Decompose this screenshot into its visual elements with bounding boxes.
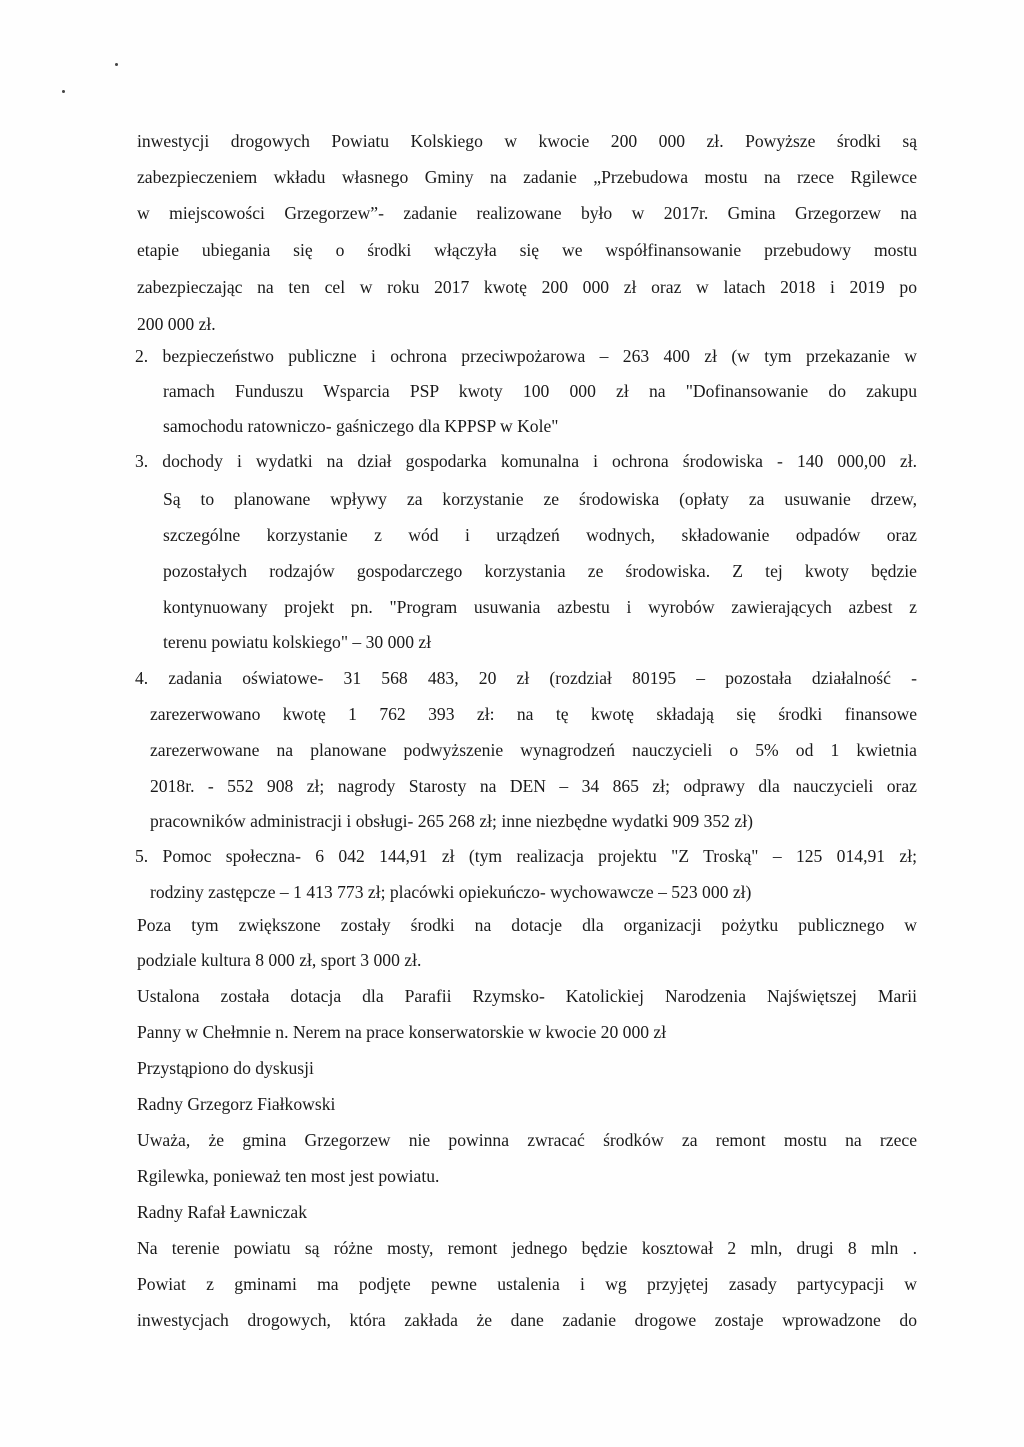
text-line: Ustalona została dotacja dla Parafii Rzymsko- Katolickiej Narodzenia Najświętszej Marii <box>137 986 917 1006</box>
list-item-2: 2. bezpieczeństwo publiczne i ochrona przeciwpożarowa – 263 400 zł (w tym przekazanie w <box>135 346 917 366</box>
list-item-5: 5. Pomoc społeczna- 6 042 144,91 zł (tym realizacja projektu "Z Troską" – 125 014,91 zł; <box>135 846 917 866</box>
text-line: etapie ubiegania się o środki włączyła się we współfinansowanie przebudowy mostu <box>137 240 917 260</box>
text-line: w miejscowości Grzegorzew”- zadanie realizowane było w 2017r. Gmina Grzegorzew na <box>137 203 917 223</box>
text-line: kontynuowany projekt pn. "Program usuwania azbestu i wyrobów zawierających azbest z <box>163 597 917 617</box>
text-line: inwestycjach drogowych, która zakłada że dane zadanie drogowe zostaje wprowadzone do <box>137 1310 917 1330</box>
text-line: Przystąpiono do dyskusji <box>137 1058 314 1078</box>
text-line: zarezerwowano kwotę 1 762 393 zł: na tę kwotę składają się środki finansowe <box>150 704 917 724</box>
text-line: 200 000 zł. <box>137 314 216 334</box>
text-line: Poza tym zwiększone zostały środki na dotacje dla organizacji pożytku publicznego w <box>137 915 917 935</box>
text-line: Na terenie powiatu są różne mosty, remont jednego będzie kosztował 2 mln, drugi 8 mln . <box>137 1238 917 1258</box>
text-line: Powiat z gminami ma podjęte pewne ustalenia i wg przyjętej zasady partycypacji w <box>137 1274 917 1294</box>
text-line: terenu powiatu kolskiego" – 30 000 zł <box>163 632 432 652</box>
text-line: pozostałych rodzajów gospodarczego korzystania ze środowiska. Z tej kwoty będzie <box>163 561 917 581</box>
text-line: ramach Funduszu Wsparcia PSP kwoty 100 000 zł na "Dofinansowanie do zakupu <box>163 381 917 401</box>
text-line: Rgilewka, ponieważ ten most jest powiatu. <box>137 1166 440 1186</box>
list-item-3: 3. dochody i wydatki na dział gospodarka komunalna i ochrona środowiska - 140 000,00 zł. <box>135 451 917 471</box>
text-line: podziale kultura 8 000 zł, sport 3 000 zł. <box>137 950 422 970</box>
text-line: zabezpieczeniem wkładu własnego Gminy na zadanie „Przebudowa mostu na rzece Rgilewce <box>137 167 917 187</box>
text-line: pracowników administracji i obsługi- 265 268 zł; inne niezbędne wydatki 909 352 zł) <box>150 811 753 831</box>
text-line: Uważa, że gmina Grzegorzew nie powinna zwracać środków za remont mostu na rzece <box>137 1130 917 1150</box>
text-line: samochodu ratowniczo- gaśniczego dla KPPSP w Kole" <box>163 416 559 436</box>
text-line: szczególne korzystanie z wód i urządzeń wodnych, składowanie odpadów oraz <box>163 525 917 545</box>
scan-speck <box>115 63 118 66</box>
text-line: rodziny zastępcze – 1 413 773 zł; placówki opiekuńczo- wychowawcze – 523 000 zł) <box>150 882 752 902</box>
list-item-4: 4. zadania oświatowe- 31 568 483, 20 zł (rozdział 80195 – pozostała działalność - <box>135 668 917 688</box>
scan-speck <box>62 90 65 93</box>
text-line: inwestycji drogowych Powiatu Kolskiego w kwocie 200 000 zł. Powyższe środki są <box>137 131 917 151</box>
text-line: Panny w Chełmnie n. Nerem na prace konserwatorskie w kwocie 20 000 zł <box>137 1022 667 1042</box>
text-line: zarezerwowane na planowane podwyższenie wynagrodzeń nauczycieli o 5% od 1 kwietnia <box>150 740 917 760</box>
text-line: 2018r. - 552 908 zł; nagrody Starosty na DEN – 34 865 zł; odprawy dla nauczycieli oraz <box>150 776 917 796</box>
text-line: zabezpieczając na ten cel w roku 2017 kwotę 200 000 zł oraz w latach 2018 i 2019 po <box>137 277 917 297</box>
speaker-name: Radny Rafał Ławniczak <box>137 1202 308 1222</box>
speaker-name: Radny Grzegorz Fiałkowski <box>137 1094 336 1114</box>
text-line: Są to planowane wpływy za korzystanie ze środowiska (opłaty za usuwanie drzew, <box>163 489 917 509</box>
